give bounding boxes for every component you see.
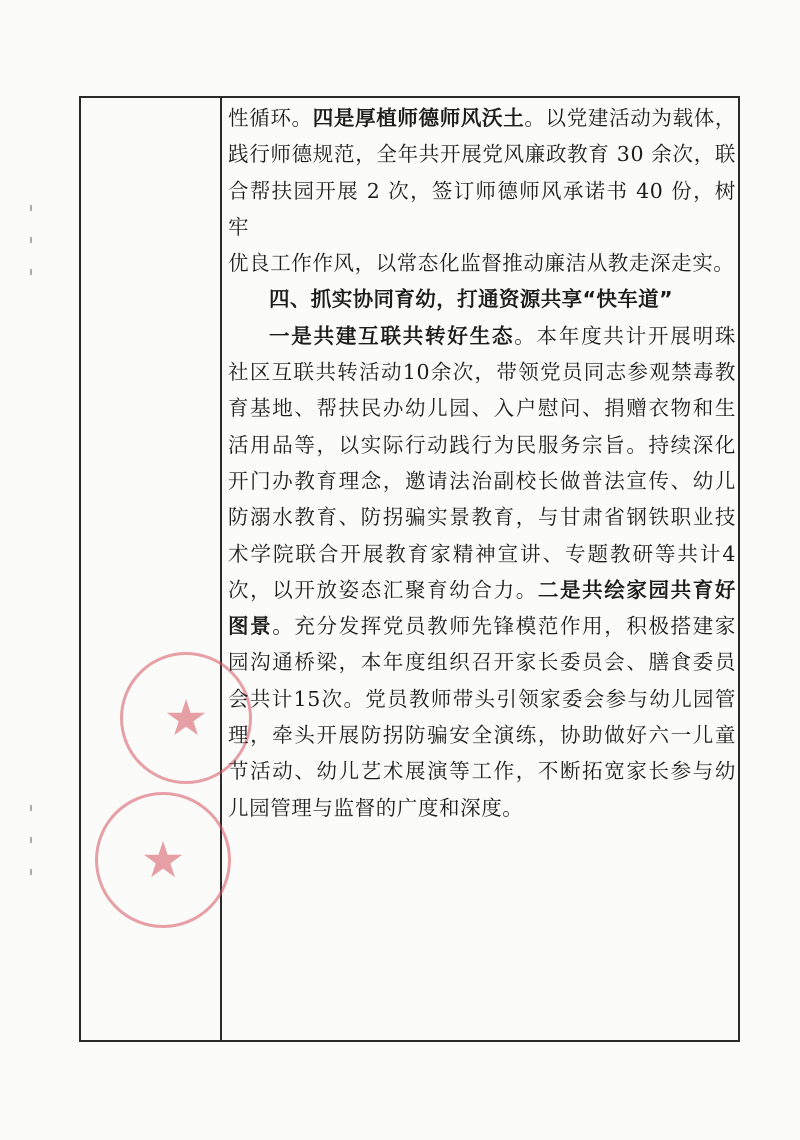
bold-phrase: 二是共绘家园共育好	[537, 577, 736, 602]
text-line	[228, 354, 736, 390]
text-run: 会共计15次。党员教师带头引领家委会参与幼儿园管	[228, 686, 736, 711]
text-line	[228, 173, 736, 246]
text-run: 活用品等，以实际行动践行为民服务宗旨。持续深化	[228, 432, 736, 457]
scan-marks-upper	[30, 205, 36, 301]
text-run: 育基地、帮扶民办幼儿园、入户慰问、捐赠衣物和生	[228, 396, 736, 421]
text-line	[228, 390, 736, 426]
text-run: 次，以开放姿态汇聚育幼合力。	[228, 577, 538, 602]
body-paragraph	[228, 100, 736, 281]
text-run: 节活动、幼儿艺术展演等工作，不断拓宽家长参与幼	[228, 759, 736, 784]
text-line	[228, 536, 736, 572]
body-paragraph	[228, 318, 736, 826]
text-run: 理，牵头开展防拐防骗安全演练，协助做好六一儿童	[228, 723, 736, 748]
text-run: 。充分发挥党员教师先锋模范作用，积极搭建家	[272, 614, 736, 639]
text-run: 开门办教育理念，邀请法治副校长做普法宣传、幼儿	[228, 468, 736, 493]
text-run: 性循环。	[228, 106, 313, 130]
text-line	[228, 281, 736, 317]
table-column-divider	[220, 96, 222, 1042]
text-run: 践行师德规范，全年共开展党风廉政教育 30 余次，联	[228, 142, 736, 167]
text-line	[228, 717, 736, 753]
text-line	[228, 681, 736, 717]
text-run: 防溺水教育、防拐骗实景教育，与甘肃省钢铁职业技	[228, 505, 736, 530]
text-run: 优良工作作风，以常态化监督推动廉洁从教走深走实。	[228, 251, 735, 276]
text-line	[228, 790, 736, 826]
text-line	[228, 245, 736, 281]
bold-phrase: 一是共建互联共转好生态	[269, 323, 515, 348]
section-heading	[228, 281, 736, 317]
text-line	[228, 463, 736, 499]
content-cell	[228, 100, 736, 826]
text-run: 儿园管理与监督的广度和深度。	[228, 795, 524, 820]
text-line	[228, 318, 736, 354]
text-run: 。以党建活动为载体，	[524, 106, 737, 130]
star-icon: ★	[140, 831, 186, 889]
bold-phrase: 四是厚植师德师风沃土	[312, 106, 525, 130]
text-line	[228, 499, 736, 535]
text-run: 四、抓实协同育幼，打通资源共享“快车道”	[269, 287, 673, 312]
text-line	[228, 608, 736, 644]
text-line	[228, 753, 736, 789]
scan-marks-lower	[30, 805, 36, 901]
bold-phrase: 图景	[228, 614, 273, 639]
text-line	[228, 427, 736, 463]
text-run: 社区互联共转活动10余次，带领党员同志参观禁毒教	[228, 360, 736, 385]
text-line	[228, 572, 736, 608]
text-line	[228, 644, 736, 680]
red-seal-stamp-lower	[95, 792, 231, 928]
text-line	[228, 136, 736, 172]
text-run: 合帮扶园开展 2 次，签订师德师风承诺书 40 份，树牢	[228, 178, 736, 239]
text-line	[228, 100, 736, 136]
text-run: 园沟通桥梁，本年度组织召开家长委员会、膳食委员	[228, 650, 736, 675]
text-run: 。本年度共计开展明珠	[514, 323, 737, 348]
star-icon: ★	[163, 689, 209, 747]
text-run: 术学院联合开展教育家精神宣讲、专题教研等共计4	[228, 541, 736, 566]
